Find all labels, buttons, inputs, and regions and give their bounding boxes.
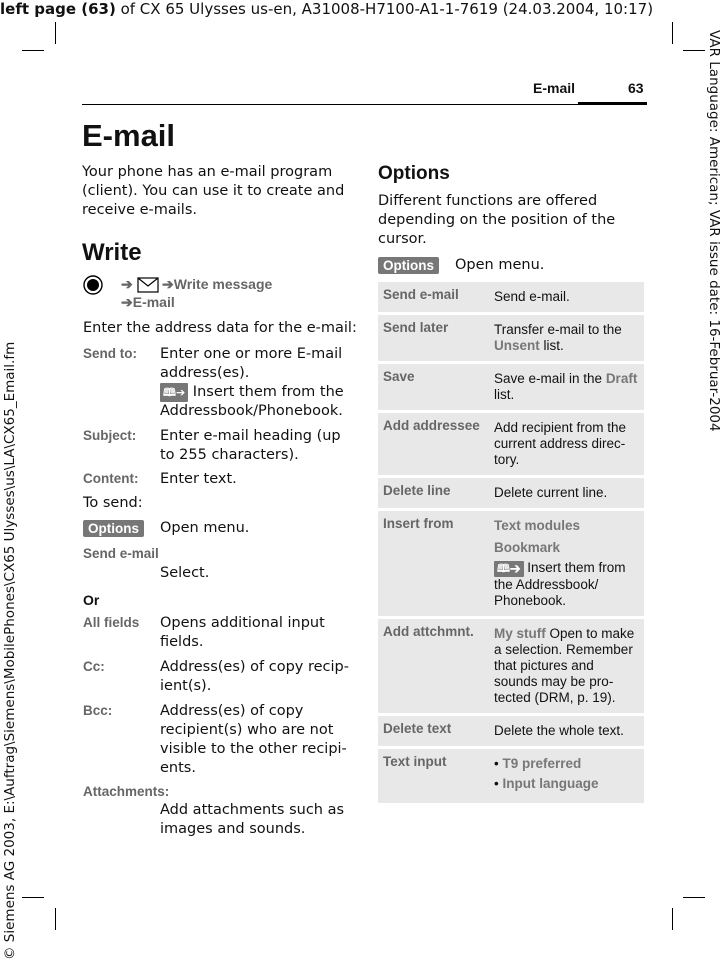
option-add-attachment: Add attchmnt.	[378, 618, 489, 715]
menu-path-email: E-mail	[132, 294, 175, 310]
option-desc	[489, 510, 644, 618]
option-desc-text: Insert them from the Addressbook/ Phonebook.	[494, 560, 626, 608]
bcc-label: Bcc:	[83, 703, 113, 718]
crop-mark	[22, 50, 44, 51]
crop-mark	[672, 908, 673, 930]
write-lead: Enter the address data for the e-mail:	[83, 320, 357, 336]
option-text-modules: Text modules	[494, 518, 581, 533]
subject-label: Subject:	[83, 428, 137, 443]
subject-text: Enter e-mail heading (up to 255 characters).	[160, 428, 341, 463]
options-intro: Different functions are offered depending on the position of the cursor.	[378, 193, 616, 247]
table-row	[378, 314, 644, 363]
option-insert-from: Insert from	[378, 510, 489, 618]
open-menu-text: Open menu.	[160, 520, 250, 536]
list-item: • T9 preferred	[494, 756, 582, 771]
side-text-left: © Siemens AG 2003, E:\Auftrag\Siemens\MobilePhones\CX65 Ulysses\us\LA\CX65_Email.fm	[2, 341, 18, 960]
option-desc: Send e-mail.	[489, 282, 644, 314]
options-heading: Options	[378, 163, 450, 184]
option-send-email: Send e-mail	[378, 282, 489, 314]
cc-text: Address(es) of copy recip-ient(s).	[160, 659, 349, 694]
intro-paragraph: Your phone has an e-mail program (client). You can use it to create and receive e-mails.	[82, 164, 345, 218]
option-save: Save	[378, 363, 489, 412]
page-number: 63	[628, 80, 644, 96]
menu-path-write-message: Write message	[173, 276, 273, 292]
attachments-text: Add attachments such as images and sounds.	[160, 802, 345, 837]
option-desc-text: list.	[494, 387, 515, 402]
running-head-title: E-mail	[533, 80, 576, 96]
or-text: Or	[83, 592, 100, 608]
attachments-label: Attachments:	[83, 784, 170, 799]
table-row	[378, 618, 644, 715]
print-header-rest: of CX 65 Ulysses us-en, A31008-H7100-A1-1-7619 (24.03.2004, 10:17)	[115, 0, 654, 18]
arrow-icon: ➔	[121, 276, 133, 292]
send-to-text	[160, 345, 352, 421]
header-rule	[82, 104, 647, 105]
option-desc-text: Open to make a selection. Remember that pictures and sounds may be pro-tected (DRM, p. 19).	[494, 626, 635, 705]
options-softkey-right	[378, 255, 439, 274]
options-softkey	[83, 518, 144, 537]
send-email-label: Send e-mail	[83, 546, 159, 561]
crop-mark	[55, 22, 56, 44]
send-to-label: Send to:	[83, 346, 137, 361]
options-softkey-label: Options	[83, 520, 144, 537]
phonebook-icon: 🕮➔	[494, 561, 524, 577]
option-text-input: Text input	[378, 748, 489, 805]
table-row	[378, 363, 644, 412]
envelope-icon	[137, 277, 159, 293]
option-desc	[489, 314, 644, 363]
option-delete-text: Delete text	[378, 715, 489, 748]
option-desc-highlight: My stuff	[494, 626, 546, 641]
all-fields-text: Opens additional input fields.	[160, 615, 325, 650]
write-heading: Write	[82, 239, 142, 266]
navigation-key-icon	[83, 275, 103, 295]
option-desc: Add recipient from the current address direc-tory.	[489, 412, 644, 477]
table-row	[378, 412, 644, 477]
phonebook-icon: 🕮➔	[160, 383, 188, 402]
side-text-right: VAR Language: American; VAR issue date: 16-Februar-2004	[706, 30, 722, 432]
print-header-bold: left page (63)	[0, 0, 116, 18]
select-text: Select.	[160, 565, 210, 581]
table-row	[378, 748, 644, 805]
crop-mark	[683, 50, 705, 51]
option-desc: Delete current line.	[489, 477, 644, 510]
options-softkey-right-label: Options	[378, 257, 439, 274]
arrow-icon: ➔	[162, 276, 174, 292]
option-desc-highlight: Draft	[605, 371, 638, 386]
crop-mark	[683, 897, 705, 898]
option-desc-text: Save e-mail in the	[494, 371, 606, 386]
option-add-addressee: Add addressee	[378, 412, 489, 477]
content-text: Enter text.	[160, 471, 237, 487]
option-send-later: Send later	[378, 314, 489, 363]
options-open-menu: Open menu.	[455, 257, 545, 273]
cc-label: Cc:	[83, 659, 105, 674]
option-desc	[489, 363, 644, 412]
crop-mark	[22, 897, 44, 898]
all-fields-label: All fields	[83, 615, 140, 630]
crop-mark	[55, 908, 56, 930]
options-table	[378, 282, 644, 806]
arrow-icon: ➔	[121, 294, 133, 310]
list-item: • Input language	[494, 776, 599, 791]
crop-mark	[672, 22, 673, 44]
send-to-desc: Enter one or more E-mail address(es).	[160, 346, 343, 381]
option-delete-line: Delete line	[378, 477, 489, 510]
header-rule-bold	[578, 102, 647, 105]
to-send-text: To send:	[83, 495, 143, 511]
option-desc-text: list.	[539, 338, 564, 353]
table-row	[378, 510, 644, 618]
option-desc	[489, 618, 644, 715]
table-row	[378, 282, 644, 314]
table-row	[378, 477, 644, 510]
option-desc	[489, 748, 644, 805]
content-label: Content:	[83, 471, 139, 486]
option-input-language: Input language	[502, 776, 599, 791]
option-bookmark: Bookmark	[494, 540, 561, 555]
option-desc-highlight: Unsent	[494, 338, 540, 353]
option-t9-preferred: T9 preferred	[502, 756, 582, 771]
table-row	[378, 715, 644, 748]
page-title: E-mail	[82, 118, 176, 153]
option-desc: Delete the whole text.	[489, 715, 644, 748]
option-desc-text: Transfer e-mail to the	[494, 322, 622, 337]
bcc-text: Address(es) of copy recipient(s) who are not visible to the other recipi-ents.	[160, 703, 347, 776]
print-header	[0, 0, 653, 18]
send-to-book-desc: Insert them from the Addressbook/Phonebook.	[160, 384, 344, 419]
